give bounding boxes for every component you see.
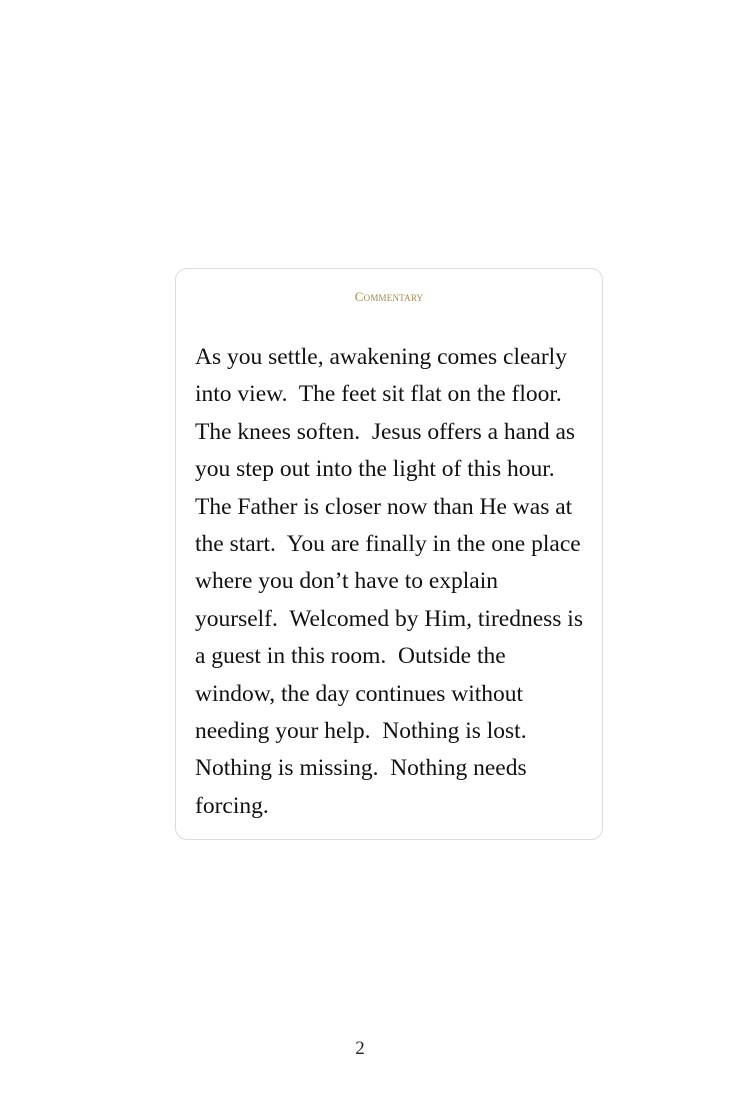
commentary-card — [175, 268, 603, 840]
commentary-heading: Commentary — [354, 289, 424, 304]
commentary-text: As you settle, awakening comes clearly into view. The feet sit flat on the floor. The knees soften. Jesus offers a hand as you step out into the light of this hour. The Father is closer now than He was at the start. You are finally in the one place where you don’t have to explain yourself. Welcomed by Him, tiredness is a guest in this room. Outside the window, the day continues without needing your help. Nothing is lost. Nothing is missing. Nothing needs forcing. — [195, 344, 583, 819]
page-number: 2 — [355, 1038, 365, 1059]
